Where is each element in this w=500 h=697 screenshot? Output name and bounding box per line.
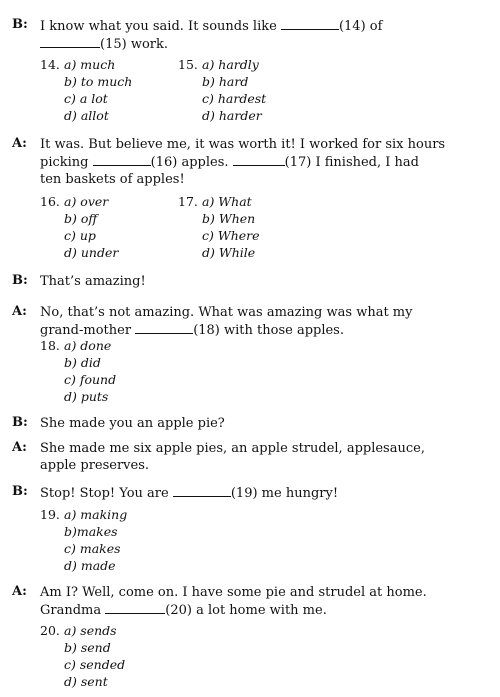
- option[interactable]: c) a lot: [64, 91, 108, 106]
- dialogue-text: [40, 136, 490, 188]
- text-line: apple preserves.: [40, 458, 150, 473]
- speaker-label: A:: [12, 440, 27, 455]
- text-segment: (19) me hungry!: [230, 486, 339, 501]
- question-number: 20.: [40, 623, 60, 638]
- text-segment: grand-mother: [40, 323, 132, 338]
- option[interactable]: c) makes: [64, 541, 121, 556]
- text-segment: picking: [40, 155, 89, 170]
- text-segment: (17) I finished, I had: [284, 155, 419, 170]
- dialogue-text: That’s amazing!: [40, 274, 146, 289]
- question-number: 17.: [178, 194, 198, 209]
- option[interactable]: b) When: [202, 211, 256, 226]
- option[interactable]: c) Where: [202, 228, 260, 243]
- option[interactable]: a) much: [64, 57, 116, 72]
- text-segment: (15) work.: [100, 37, 168, 52]
- dialogue-turn: [12, 415, 490, 432]
- text-segment: Grandma: [40, 603, 102, 618]
- option[interactable]: b) send: [64, 640, 111, 655]
- option[interactable]: d) under: [64, 245, 119, 260]
- question-20: [40, 622, 200, 690]
- question-16: [40, 193, 200, 261]
- option[interactable]: d) puts: [64, 389, 109, 404]
- text-line: Am I? Well, come on. I have some pie and strudel at home.: [40, 585, 427, 600]
- speaker-label: B:: [12, 17, 28, 32]
- question-number: 14.: [40, 57, 60, 72]
- dialogue-text: [40, 484, 490, 502]
- question-17: [178, 193, 338, 261]
- text-segment: I know what you said. It sounds like: [40, 19, 277, 34]
- option[interactable]: a) making: [64, 507, 128, 522]
- text-line: She made me six apple pies, an apple strudel, applesauce,: [40, 441, 425, 456]
- speaker-label: B:: [12, 484, 28, 499]
- dialogue-turn: [12, 17, 490, 53]
- speaker-label: B:: [12, 273, 28, 288]
- option[interactable]: b) did: [64, 355, 101, 370]
- option[interactable]: d) sent: [64, 674, 108, 689]
- answer-blank-19: [173, 484, 231, 497]
- question-14: [40, 56, 200, 124]
- text-line: ten baskets of apples!: [40, 172, 185, 187]
- question-15: [178, 56, 338, 124]
- question-18: [40, 337, 200, 405]
- question-number: 16.: [40, 194, 60, 209]
- text-segment: (14): [338, 19, 366, 34]
- speaker-label: B:: [12, 415, 28, 430]
- speaker-label: A:: [12, 304, 27, 319]
- dialogue-turn: [12, 304, 490, 339]
- option[interactable]: a) sends: [64, 623, 117, 638]
- option[interactable]: a) What: [202, 194, 252, 209]
- answer-blank-16: [93, 153, 151, 166]
- option[interactable]: c) hardest: [202, 91, 267, 106]
- answer-blank-15: [40, 35, 100, 48]
- answer-blank-18: [135, 321, 193, 334]
- dialogue-text: She made you an apple pie?: [40, 416, 225, 431]
- question-19: [40, 506, 200, 574]
- dialogue-text: [40, 584, 490, 619]
- option[interactable]: c) up: [64, 228, 96, 243]
- text-segment: Stop! Stop! You are: [40, 486, 169, 501]
- text-line: It was. But believe me, it was worth it! I worked for six hours: [40, 137, 446, 152]
- answer-blank-20: [105, 601, 165, 614]
- text-segment: of: [369, 19, 383, 34]
- option[interactable]: d) harder: [202, 108, 262, 123]
- answer-blank-14: [281, 17, 339, 30]
- option[interactable]: b) off: [64, 211, 98, 226]
- option[interactable]: c) found: [64, 372, 117, 387]
- option[interactable]: a) over: [64, 194, 109, 209]
- text-segment: (16) apples.: [150, 155, 229, 170]
- option[interactable]: d) allot: [64, 108, 109, 123]
- speaker-label: A:: [12, 584, 27, 599]
- text-segment: (18) with those apples.: [193, 323, 344, 338]
- question-number: 18.: [40, 338, 60, 353]
- dialogue-text: [40, 440, 490, 474]
- speaker-label: A:: [12, 136, 27, 151]
- option[interactable]: b) to much: [64, 74, 133, 89]
- answer-blank-17: [233, 153, 285, 166]
- option[interactable]: b)makes: [64, 524, 118, 539]
- text-segment: (20) a lot home with me.: [165, 603, 327, 618]
- option[interactable]: a) done: [64, 338, 112, 353]
- option[interactable]: d) made: [64, 558, 116, 573]
- question-number: 15.: [178, 57, 198, 72]
- option[interactable]: d) While: [202, 245, 256, 260]
- dialogue-turn: [12, 273, 490, 290]
- option[interactable]: c) sended: [64, 657, 126, 672]
- dialogue-text: [40, 17, 490, 53]
- dialogue-text: [40, 304, 490, 339]
- dialogue-turn: [12, 584, 490, 619]
- dialogue-turn: [12, 440, 490, 474]
- option[interactable]: b) hard: [202, 74, 249, 89]
- question-number: 19.: [40, 507, 60, 522]
- dialogue-turn: [12, 484, 490, 502]
- text-line: No, that’s not amazing. What was amazing was what my: [40, 305, 413, 320]
- dialogue-turn: [12, 136, 490, 188]
- option[interactable]: a) hardly: [202, 57, 259, 72]
